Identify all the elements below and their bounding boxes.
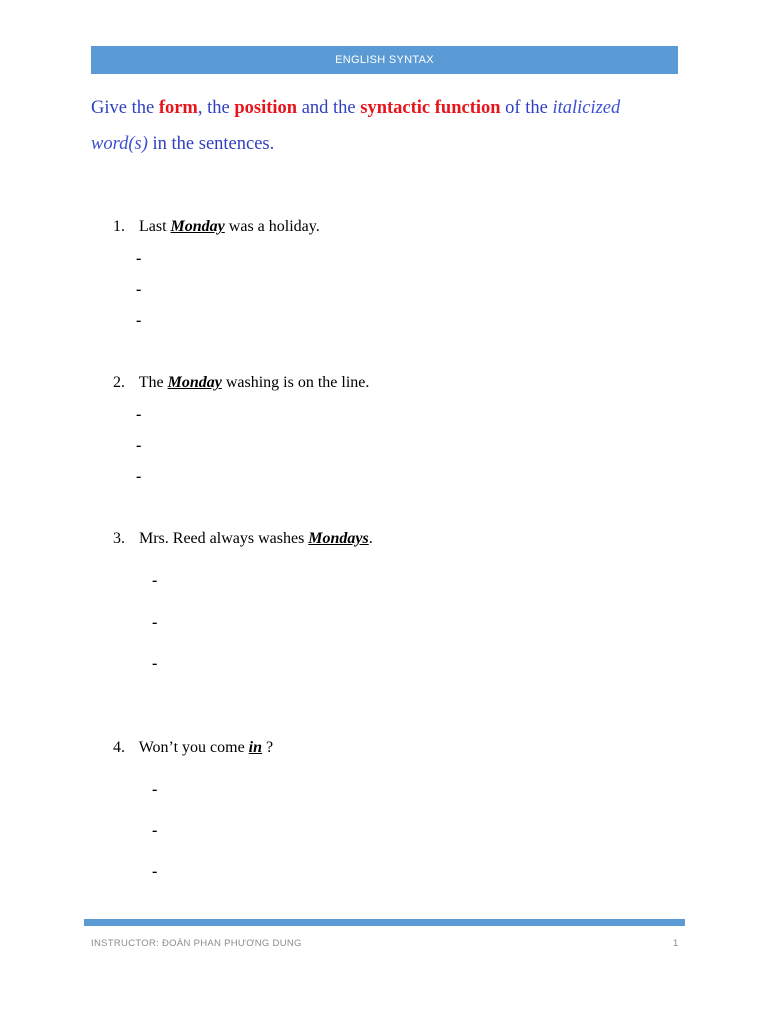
instruction-part: and the <box>297 98 361 118</box>
answer-dash: - <box>136 406 142 423</box>
answer-dash: - <box>152 863 158 880</box>
keyword-position: position <box>234 98 298 118</box>
question-text: was a holiday. <box>224 218 320 235</box>
answer-dash: - <box>152 614 158 631</box>
question-4 <box>113 739 273 757</box>
answer-dash: - <box>136 437 142 454</box>
target-word: Monday <box>170 218 225 235</box>
keyword-syntactic-function: syntactic function <box>360 98 501 118</box>
question-1 <box>113 218 320 236</box>
question-3 <box>113 530 373 548</box>
instruction-part: Give the <box>91 98 159 118</box>
instruction-part: of the <box>500 98 553 118</box>
instruction-part: , the <box>197 98 235 118</box>
answer-dash: - <box>136 312 142 329</box>
target-word: Mondays <box>308 530 369 547</box>
question-number: 2. <box>113 374 125 391</box>
answer-dash: - <box>136 250 142 267</box>
answer-dash: - <box>136 468 142 485</box>
footer-instructor: INSTRUCTOR: ĐOÀN PHAN PHƯƠNG DUNG <box>91 938 302 949</box>
answer-dash: - <box>152 655 158 672</box>
question-number: 4. <box>113 739 125 756</box>
answer-dash: - <box>152 572 158 589</box>
answer-dash: - <box>152 822 158 839</box>
question-number: 1. <box>113 218 125 235</box>
instruction-part: in the sentences. <box>147 134 275 154</box>
question-text: washing is on the line. <box>221 374 370 391</box>
instruction-text <box>91 90 681 162</box>
answer-dash: - <box>136 281 142 298</box>
question-2 <box>113 374 369 392</box>
question-text: The <box>138 374 168 391</box>
question-text: Won’t you come <box>138 739 249 756</box>
target-word: in <box>248 739 263 756</box>
header-bar <box>91 46 678 74</box>
question-text: Mrs. Reed always washes <box>139 530 309 547</box>
footer-divider <box>84 919 685 926</box>
page-number: 1 <box>673 938 679 949</box>
question-text: ? <box>262 739 274 756</box>
question-text: Last <box>139 218 171 235</box>
keyword-form: form <box>158 98 198 118</box>
document-title: ENGLISH SYNTAX <box>335 54 434 66</box>
keyword-italicized: italicized word(s) <box>91 98 621 154</box>
question-number: 3. <box>113 530 125 547</box>
target-word: Monday <box>167 374 222 391</box>
answer-dash: - <box>152 781 158 798</box>
question-text: . <box>368 530 373 547</box>
